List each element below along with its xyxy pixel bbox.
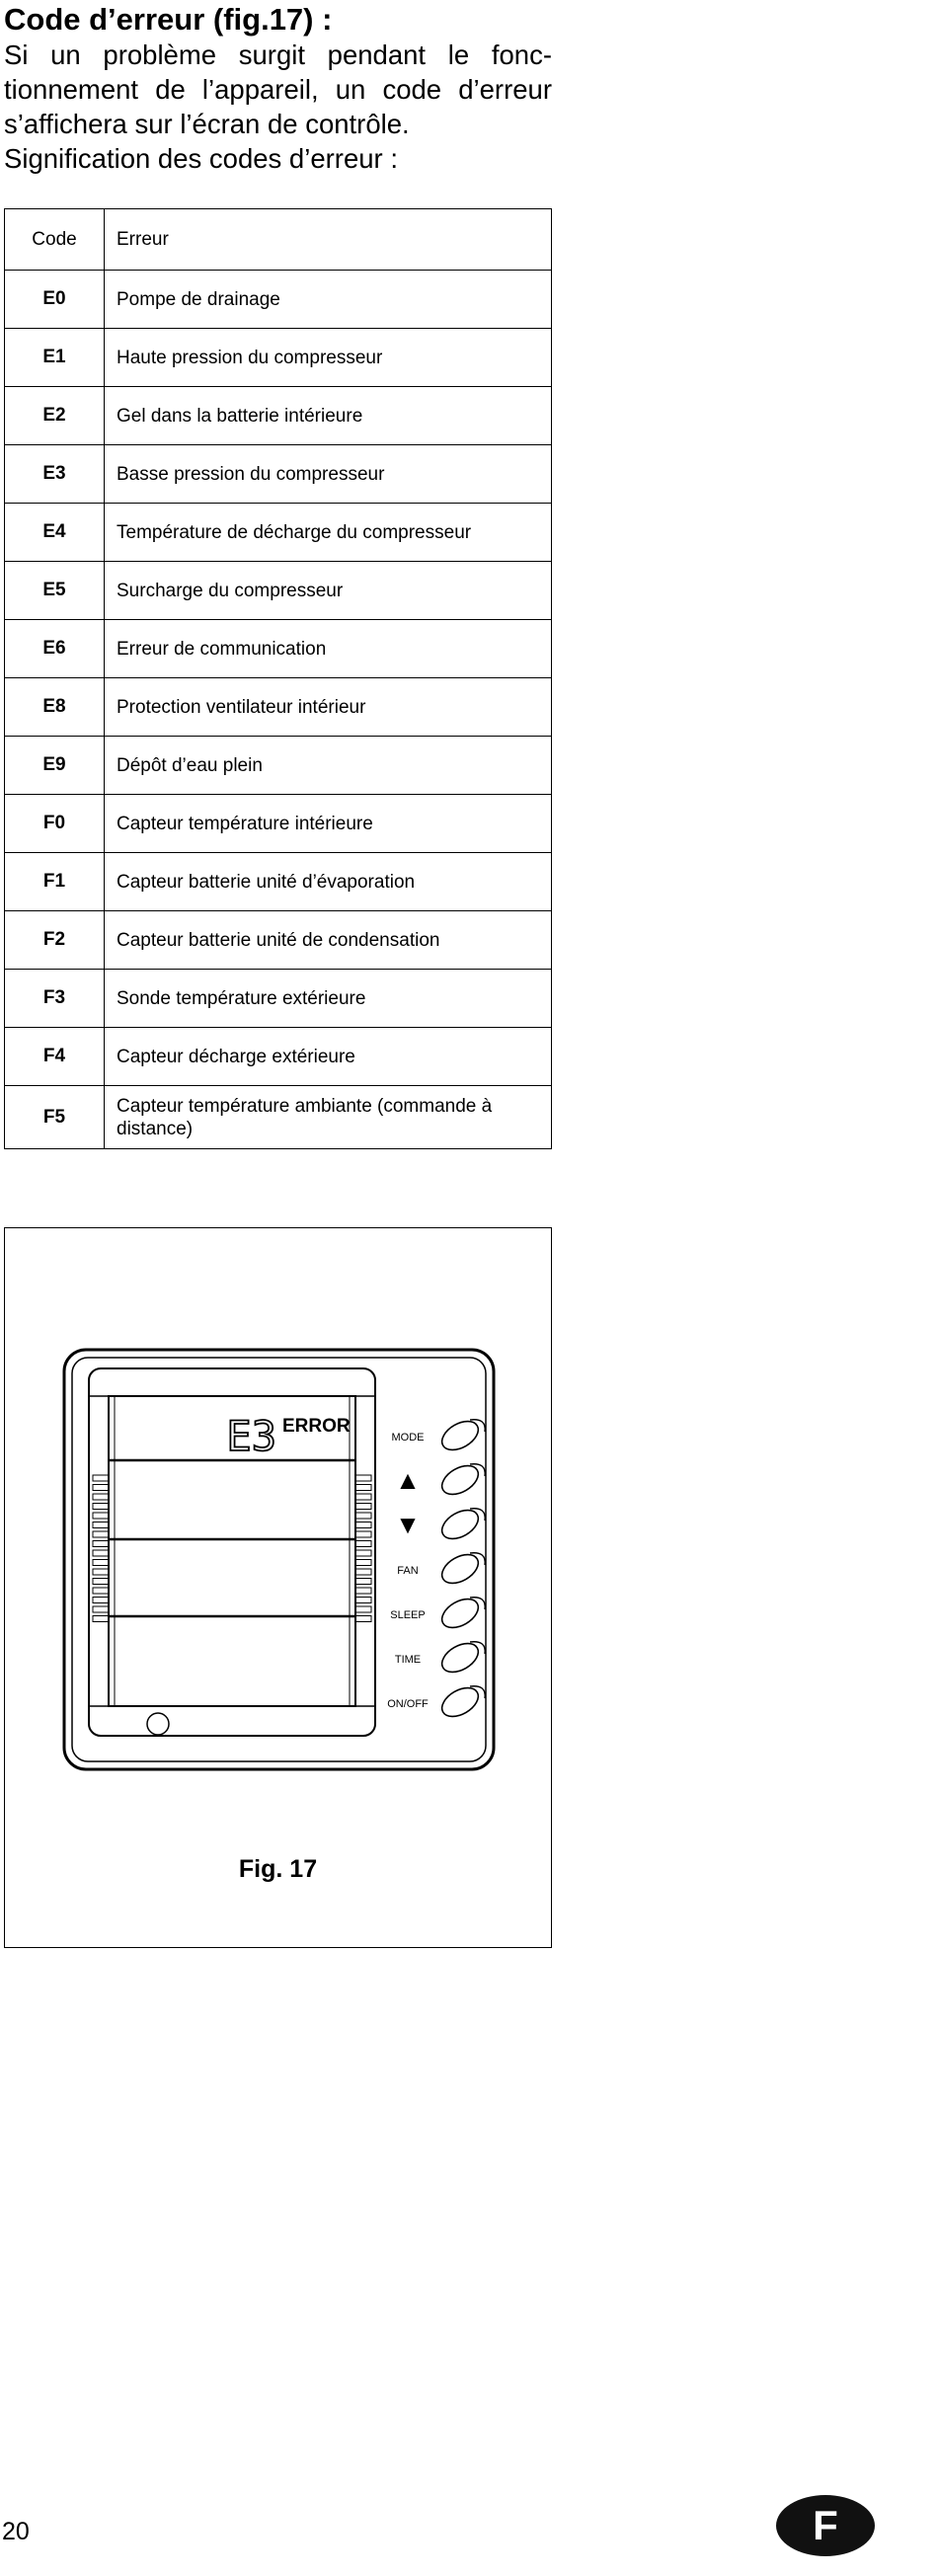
tick-mark (93, 1550, 109, 1556)
table-row (5, 387, 552, 445)
error-description-cell: Capteur température intérieure (105, 795, 552, 853)
tick-mark (93, 1494, 109, 1500)
indicator-lamp (147, 1713, 169, 1735)
tick-mark (93, 1598, 109, 1603)
intro-line: s’affichera sur l’écran de contrôle. (4, 109, 410, 139)
table-row (5, 795, 552, 853)
tick-mark (355, 1560, 371, 1566)
error-description-cell: Capteur batterie unité de condensation (105, 911, 552, 970)
panel-button[interactable] (437, 1682, 484, 1723)
tick-mark (355, 1475, 371, 1481)
table-header-row (5, 209, 552, 271)
intro-line: Si un problème surgit pendant le fonc- (4, 39, 552, 70)
figure-caption: Fig. 17 (238, 1855, 318, 1883)
intro-line: Signification des codes d’erreur : (4, 143, 398, 174)
error-code-cell: E6 (5, 620, 105, 678)
error-description-cell: Surcharge du compresseur (105, 562, 552, 620)
panel-button[interactable] (437, 1638, 484, 1678)
panel-button[interactable] (437, 1505, 484, 1545)
button-label: FAN (397, 1565, 419, 1577)
table-row (5, 1086, 552, 1149)
panel-button[interactable] (437, 1594, 484, 1634)
panel-button[interactable] (437, 1460, 484, 1501)
table-row (5, 271, 552, 329)
tick-mark (355, 1588, 371, 1594)
tick-mark (355, 1541, 371, 1547)
tick-mark (93, 1541, 109, 1547)
panel-button[interactable] (437, 1549, 484, 1590)
error-code-cell: F5 (5, 1086, 105, 1149)
error-code-cell: E3 (5, 445, 105, 504)
error-code-cell: E4 (5, 504, 105, 562)
error-description-cell: Température de décharge du compresseur (105, 504, 552, 562)
button-label: ON/OFF (387, 1698, 429, 1710)
tick-mark (355, 1485, 371, 1491)
table-row (5, 562, 552, 620)
tick-mark (355, 1616, 371, 1622)
display-error-label: ERROR (282, 1416, 351, 1437)
tick-mark (93, 1579, 109, 1585)
tick-mark (355, 1494, 371, 1500)
button-column (387, 1416, 485, 1723)
intro-line: tionnement de l’appareil, un code d’erreur (4, 74, 552, 105)
page-content (4, 0, 552, 176)
error-description-cell: Basse pression du compresseur (105, 445, 552, 504)
tick-mark (93, 1513, 109, 1519)
error-code-cell: F4 (5, 1028, 105, 1086)
table-row (5, 1028, 552, 1086)
error-description-cell: Capteur batterie unité d’évaporation (105, 853, 552, 911)
tick-mark (355, 1531, 371, 1537)
error-code-cell: F2 (5, 911, 105, 970)
tick-mark (93, 1475, 109, 1481)
error-code-cell: F0 (5, 795, 105, 853)
error-description-cell: Protection ventilateur intérieur (105, 678, 552, 737)
tick-mark (93, 1588, 109, 1594)
table-row (5, 678, 552, 737)
language-badge: F (776, 2495, 875, 2556)
tick-mark (93, 1485, 109, 1491)
table-row (5, 329, 552, 387)
tick-mark (93, 1531, 109, 1537)
error-description-cell: Capteur décharge extérieure (105, 1028, 552, 1086)
table-row (5, 970, 552, 1028)
tick-mark (355, 1550, 371, 1556)
error-code-cell: E0 (5, 271, 105, 329)
tick-mark (93, 1616, 109, 1622)
error-description-cell: Pompe de drainage (105, 271, 552, 329)
tick-mark (93, 1606, 109, 1612)
button-label: SLEEP (390, 1609, 426, 1621)
tick-mark (355, 1504, 371, 1510)
error-description-cell: Haute pression du compresseur (105, 329, 552, 387)
tick-mark (355, 1579, 371, 1585)
button-label: MODE (391, 1432, 425, 1444)
page-number: 20 (2, 2518, 30, 2545)
button-label: TIME (394, 1654, 422, 1666)
tick-mark (93, 1560, 109, 1566)
tick-mark (355, 1522, 371, 1528)
error-code-cell: F3 (5, 970, 105, 1028)
control-panel-illustration (5, 1228, 553, 1949)
tick-mark (355, 1569, 371, 1575)
error-description-cell: Sonde température extérieure (105, 970, 552, 1028)
panel-button[interactable] (437, 1416, 484, 1456)
display-error-code: E3 (226, 1412, 276, 1460)
table-row (5, 445, 552, 504)
error-code-table (4, 208, 552, 1149)
table-row (5, 737, 552, 795)
error-code-cell: E5 (5, 562, 105, 620)
tick-mark (93, 1522, 109, 1528)
tick-mark (355, 1513, 371, 1519)
column-header-code: Code (5, 209, 105, 271)
error-code-cell: E9 (5, 737, 105, 795)
error-code-cell: E8 (5, 678, 105, 737)
tick-mark (93, 1504, 109, 1510)
button-label: ▲ (395, 1465, 421, 1495)
table-row (5, 853, 552, 911)
error-code-cell: E1 (5, 329, 105, 387)
column-header-error: Erreur (105, 209, 552, 271)
error-description-cell: Dépôt d’eau plein (105, 737, 552, 795)
table-row (5, 620, 552, 678)
figure-panel (4, 1227, 552, 1948)
error-description-cell: Gel dans la batterie intérieure (105, 387, 552, 445)
error-description-cell: Capteur température ambiante (commande à distance) (105, 1086, 552, 1149)
button-label: ▼ (395, 1510, 421, 1539)
tick-mark (355, 1598, 371, 1603)
tick-mark (355, 1606, 371, 1612)
error-description-cell: Erreur de communication (105, 620, 552, 678)
error-code-cell: E2 (5, 387, 105, 445)
error-code-cell: F1 (5, 853, 105, 911)
side-tick-marks (93, 1475, 371, 1622)
table-row (5, 911, 552, 970)
table-row (5, 504, 552, 562)
intro-paragraph (4, 38, 552, 176)
tick-mark (93, 1569, 109, 1575)
section-title: Code d’erreur (fig.17) : (4, 2, 333, 37)
